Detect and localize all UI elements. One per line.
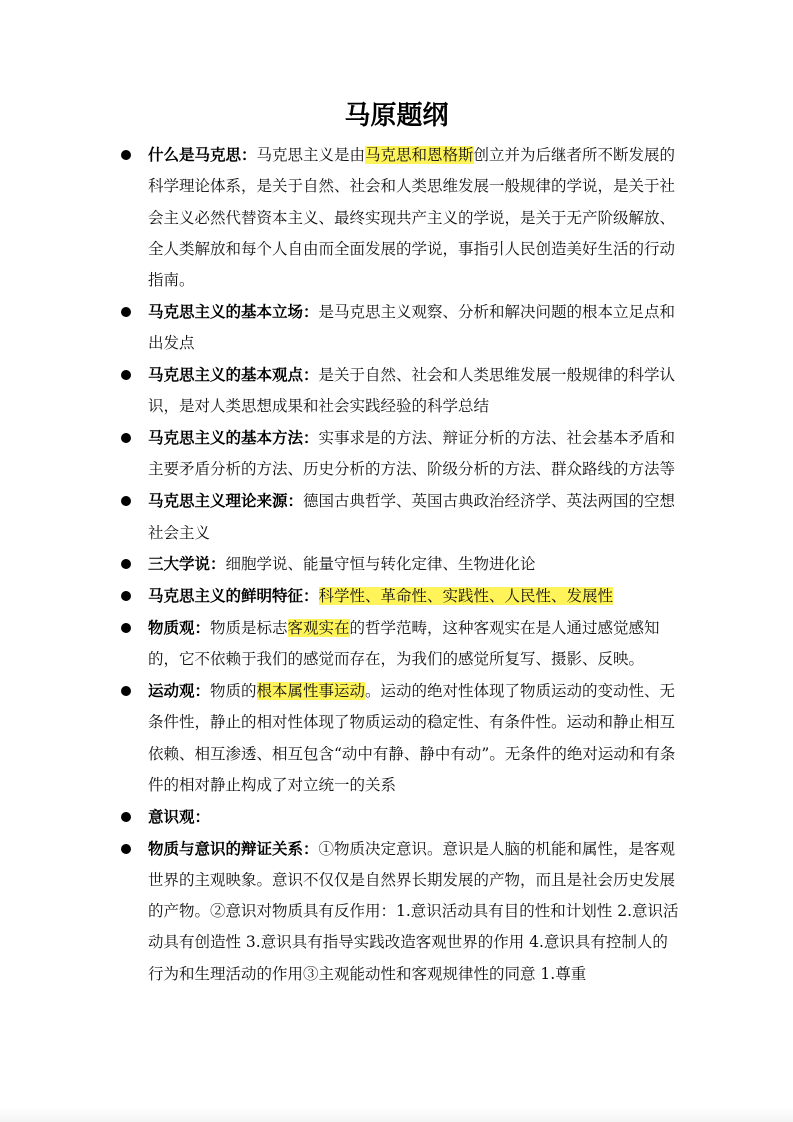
bullet-icon <box>121 307 131 317</box>
list-item <box>0 834 793 990</box>
highlighted-text: 马克思和恩格斯 <box>365 146 474 164</box>
item-term: 物质观： <box>148 618 211 637</box>
item-text: 的哲学范畴，这种客观实在是人通过感觉感知的，它不依赖于我们的感觉而存在，为我们的感觉所复写、摄影、反映。 <box>148 618 660 669</box>
item-text: 是马克思主义观察、分析和解决问题的根本立足点和出发点 <box>148 302 676 353</box>
item-term: 什么是马克思： <box>148 146 257 164</box>
list-item <box>0 802 793 833</box>
item-term: 马克思主义的鲜明特征： <box>148 587 319 606</box>
item-text: 创立并为后继者所不断发展的科学理论体系，是关于自然、社会和人类思维发展一般规律的学说，是关于社会主义必然代替资本主义、最终实现共产主义的学说，是关于无产阶级解放、全人类解放和每个人自由而全面发展的学说，事指引人民创造美好生活的行动指南。 <box>148 146 676 290</box>
item-term: 马克思主义的基本立场： <box>148 302 319 321</box>
list-item <box>0 549 793 580</box>
item-term: 意识观： <box>148 807 211 826</box>
list-item <box>0 423 793 486</box>
list-item <box>0 676 793 801</box>
list-item <box>0 360 793 423</box>
item-text: 德国古典哲学、英国古典政治经济学、英法两国的空想社会主义 <box>148 492 676 542</box>
list-item <box>0 581 793 612</box>
item-text: ①物质决定意识。意识是人脑的机能和属性，是客观世界的主观映象。意识不仅仅是自然界长期发展的产物，而且是社会历史发展的产物。②意识对物质具有反作用：1.意识活动具有目的性和计划性 2.意识活动具有创造性 3.意识具有指导实践改造客观世界的作用 4.意识具有控制人的行为和生理活动的作用③主观能动性和客观规律性的同意 1.尊重 <box>148 839 679 983</box>
item-term: 三大学说： <box>148 555 226 574</box>
bullet-icon <box>121 559 131 569</box>
highlighted-text: 根本属性事运动 <box>256 682 366 701</box>
item-text: 马克思主义是由 <box>256 146 366 164</box>
page-bottom-edge <box>0 1108 793 1122</box>
item-term: 马克思主义的基本观点： <box>148 366 319 385</box>
item-term: 运动观： <box>148 682 211 701</box>
bullet-icon <box>121 433 131 443</box>
bullet-icon <box>121 591 131 601</box>
outline-list <box>0 140 793 991</box>
page-title: 马原题纲 <box>344 101 449 131</box>
list-item <box>0 486 793 549</box>
bullet-icon <box>121 370 131 380</box>
bullet-icon <box>121 844 131 854</box>
item-term: 物质与意识的辩证关系： <box>148 839 319 858</box>
bullet-icon <box>121 496 131 506</box>
list-item <box>0 613 793 676</box>
item-term: 马克思主义理论来源： <box>148 492 304 511</box>
bullet-icon <box>121 623 131 633</box>
bullet-icon <box>121 686 131 696</box>
item-term: 马克思主义的基本方法： <box>148 429 319 448</box>
highlighted-text: 客观实在 <box>287 618 350 637</box>
item-text: 实事求是的方法、辩证分析的方法、社会基本矛盾和主要矛盾分析的方法、历史分析的方法、阶级分析的方法、群众路线的方法等 <box>148 429 676 479</box>
item-text: 物质的 <box>210 682 257 701</box>
list-item <box>0 140 793 296</box>
item-text: 是关于自然、社会和人类思维发展一般规律的科学认识，是对人类思想成果和社会实践经验的科学总结 <box>148 366 676 416</box>
item-text: 物质是标志 <box>210 618 288 637</box>
bullet-icon <box>121 812 131 822</box>
item-text: 细胞学说、能量守恒与转化定律、生物进化论 <box>225 555 536 574</box>
list-item <box>0 297 793 360</box>
highlighted-text: 科学性、革命性、实践性、人民性、发展性 <box>318 587 614 606</box>
item-text: 。运动的绝对性体现了物质运动的变动性、无条件性，静止的相对性体现了物质运动的稳定性、有条件性。运动和静止相互依赖、相互渗透、相互包含“动中有静、静中有动”。无条件的绝对运动和有条件的相对静止构成了对立统一的关系 <box>148 682 676 794</box>
bullet-icon <box>121 150 131 160</box>
